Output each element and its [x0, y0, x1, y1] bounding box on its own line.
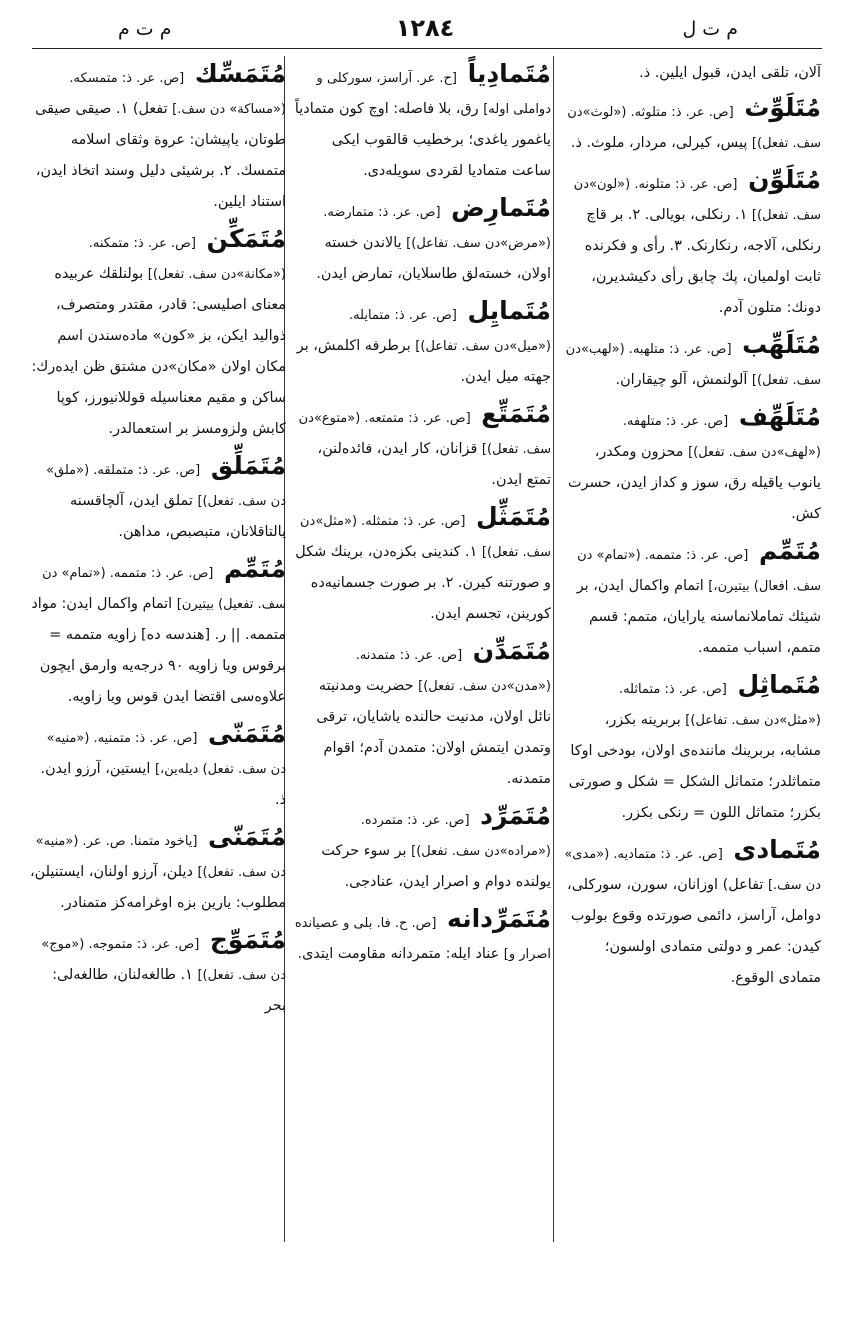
entry-definition: بولنلقك عربیده معنای اصلیسی: قادر، مقتدر ومتصرف، ذوالید ایکن، بز «کون» ماده‌سندن اسم مکان اولان «مکان»دن مشتق ظن ایده‌رك: ساکن و مقیم معناسیله قوللانیورز، کوپا کابش ولزومسز بر استعمالدر. — [31, 266, 286, 437]
page-number: ١٢٨٤ — [395, 14, 455, 42]
entry-grammar: [ص. عر. ذ: متممه. («تمام» دن سف. تفعیل) بیتیرن] — [42, 566, 286, 612]
entry-grammar: [ص. عر. ذ: متلونه. («لون»دن سف. تفعل)] — [573, 177, 821, 223]
column-divider — [553, 56, 554, 1242]
entry-grammar: [ص. عر. ذ: متمرده. («مراده»دن سف. تفعل)] — [360, 813, 551, 859]
entry-headword: مُتَمَلِّق — [210, 451, 286, 480]
entry-definition: حضریت ومدنیته نائل اولان، مدنیت حالنده یاشایان، ترقی وتمدن ایتمش اولان: متمدن آدم؛ اقوام متمدنه. — [316, 678, 551, 787]
entry-headword: مُتَمارِض — [451, 193, 551, 222]
entry-headword: مُتَمَثِّل — [476, 502, 551, 531]
entry-definition: بر سوء حرکت یولنده دوام و اصرار ایدن، عنادجی. — [321, 843, 551, 890]
entry-definition: رق، بلا فاصله: اوچ کون متمادیاً یاغمور یاغدی؛ برخطیب قالقوب ایکی ساعت متمادیا لقردی سویله‌دی. — [294, 101, 551, 179]
dictionary-entry — [28, 553, 286, 716]
entry-headword: مُتَمِّم — [758, 536, 821, 565]
entry-headword: مُتَلَوِّن — [748, 165, 821, 194]
left-guide-letters: م ت م — [118, 18, 172, 40]
entry-definition: ١. رنکلی، بویالی. ٢. بر قاچ رنکلی، آلاجه، رنکارنک. ٣. رأی و فکرنده ثابت اولمیان، پك چابق رأی دکیشدیرن، دونك: متلون آدم. — [584, 207, 821, 316]
entry-definition: عناد ایله: متمردانه مقاومت ایتدی. — [297, 946, 500, 962]
dictionary-entry — [563, 834, 821, 997]
entry-grammar: [ص. عر. ذ: متلهفه. («لهف»دن سف. تفعل)] — [622, 414, 821, 460]
entry-grammar: [یاخود متمنا. ص. عر. («منیه» دن سف. تفعل)] — [35, 834, 286, 880]
entry-definition: ١. طالغه‌لنان، طالغه‌لی: بحر — [52, 967, 286, 1014]
entry-grammar: [ص. عر. ذ: متمادیه. («مدی» دن سف.] — [564, 847, 821, 893]
entry-grammar: [ص. عر. ذ: متمارضه. («مرض»دن سف. تفاعل)] — [323, 205, 551, 251]
entry-headword: مُتَمَسِّك — [194, 59, 286, 88]
right-guide-letters: م ت ل — [682, 18, 738, 40]
entry-headword: مُتَمَرِّد — [480, 801, 551, 830]
entry-definition: بربرینه بکزر، مشابه، بربرینك ماننده‌ی اولان، بودخی اوکا متماثلدر؛ متماثل الشکل = شکل و صورتی بکزر؛ متماثل اللون = رنکی بکزر. — [568, 712, 821, 821]
column-left — [28, 58, 286, 1027]
entry-grammar: [ص. ح. فا. بلی و عصیانده اصرار و] — [294, 916, 551, 962]
entry-definition: ایستین، آرزو ایدن. ذ. — [40, 761, 286, 808]
entry-grammar: [ص. عر. ذ: متموجه. («موج» دن سف. تفعل)] — [41, 937, 286, 983]
entry-grammar: [ص. عر. ذ: متمتعه. («متوع»دن سف. تفعل)] — [298, 411, 551, 457]
entry-grammar: [ص. عر. ذ: متمثله. («مثل»دن سف. تفعل)] — [299, 514, 551, 560]
entry-definition: تفعل) ١. صیقی صیقی طوتان، یاپیشان: عروة وثقای اسلامه متمسك. ٢. برشیئی دلیل وسند اتخاذ ایدن، استناد ایلین. — [35, 101, 286, 210]
entry-definition: یالاندن خسته اولان، خسته‌لق طاسلایان، تمارض ایدن. — [316, 235, 551, 282]
dictionary-entry — [293, 192, 551, 293]
entry-definition: پیس، کیرلی، مردار، ملوث. ذ. — [570, 135, 748, 151]
dictionary-entry — [293, 398, 551, 499]
entry-definition: آلولنمش، آلو چیقاران. — [615, 372, 748, 388]
entry-headword: مُتَمَكِّن — [206, 224, 286, 253]
entry-headword: مُتَمادِیاً — [467, 59, 551, 88]
header-rule — [32, 48, 822, 49]
dictionary-entry — [293, 635, 551, 798]
entry-headword: مُتَلَهِّف — [738, 402, 821, 431]
dictionary-entry — [563, 669, 821, 832]
entry-definition: اتمام واکمال ایدن، بر شیئك تماملانماسنه یارایان، متمم: قسم متمم، اسباب متممه. — [576, 578, 821, 656]
entry-grammar: [ص. عر. ذ: متملقه. («ملق» دن سف. تفعل)] — [46, 463, 286, 509]
entry-grammar: [ص. عر. ذ: متمایله. («میل»دن سف. تفاعل)] — [348, 308, 551, 354]
entry-headword: مُتَمَوِّج — [209, 925, 286, 954]
entry-headword: مُتَلَوِّث — [744, 93, 821, 122]
dictionary-entry — [28, 450, 286, 551]
entry-headword: مُتَمَرِّدانه — [447, 904, 551, 933]
dictionary-entry — [28, 718, 286, 819]
entry-grammar: [ح. عر. آراسز، سورکلی و دواملی اوله‌] — [316, 71, 551, 117]
dictionary-entry — [293, 501, 551, 633]
entry-grammar: [ص. عر. ذ: متلهبه. («لهب»دن سف. تفعل)] — [565, 342, 821, 388]
entry-definition: ١. کندینی بکزه‌دن، برینك شکل و صورتنه کیرن. ٢. بر صورت جسمانیه‌ده کورینن، تجسم ایدن. — [295, 544, 551, 622]
entry-headword: مُتَمَنّی — [208, 822, 286, 851]
entry-definition: برطرفه اکلمش، بر جهته میل ایدن. — [296, 338, 551, 385]
entry-headword: مُتَمادی — [733, 835, 821, 864]
dictionary-entry — [28, 58, 286, 221]
dictionary-entry — [28, 821, 286, 922]
page-header — [0, 14, 850, 50]
entry-grammar: [ص. عر. ذ: متمدنه. («مدن»دن سف. تفعل)] — [355, 648, 551, 694]
entry-definition: محزون ومکدر، یانوب یاقیله رق، سوز و کداز ایدن، حسرت کش. — [568, 444, 821, 522]
entry-headword: مُتَمِّم — [223, 554, 286, 583]
dictionary-entry — [293, 800, 551, 901]
entry-definition: تملق ایدن، آلچاقسنه یالتاقلانان، متبصبص، مداهن. — [70, 493, 286, 540]
entry-grammar: [ص. عر. ذ: متماثله. («مثل»دن سف. تفاعل)] — [618, 682, 821, 728]
entry-grammar: [ص. عر. ذ: متممه. («تمام» دن سف. افعال) بیتیرن،] — [577, 548, 821, 594]
entry-definition: دیلن، آرزو اولنان، ایستنیلن، مطلوب: یارین بزه اوغرامه‌کز متمنادر. — [30, 864, 286, 911]
dictionary-entry — [28, 924, 286, 1025]
column-middle — [293, 58, 551, 975]
dictionary-entry — [293, 295, 551, 396]
entry-headword: مُتَمَتِّع — [481, 399, 551, 428]
entry-grammar: [ص. عر. ذ: متمسکه. («مساکة» دن سف.] — [69, 71, 286, 117]
entry-headword: مُتَمایِل — [467, 296, 551, 325]
entry-grammar: [ص. عر. ذ: متمکنه. («مکانة»دن سف. تفعل)] — [88, 236, 286, 282]
continuation-text: آلان، تلقی ایدن، قبول ایلین. ذ. — [639, 65, 821, 81]
entry-headword: مُتَماثِل — [737, 670, 821, 699]
column-right — [563, 58, 821, 999]
entry-definition: اتمام واکمال ایدن: مواد متممه. || ر. [هندسه ده] زاویه متممه = برقوس ویا زاویه ٩٠ درجه‌یه وارمق ایچون علاوه‌سی اقتضا ایدن قوس ویا زاویه. — [31, 596, 286, 705]
entry-headword: مُتَمَدِّن — [472, 636, 551, 665]
dictionary-entry — [293, 903, 551, 973]
dictionary-entry — [293, 58, 551, 190]
entry-definition: قزانان، کار ایدن، فائده‌لنن، تمتع ایدن. — [317, 441, 551, 488]
dictionary-entry — [563, 92, 821, 162]
entry-grammar: [ص. عر. ذ: متمنیه. («منیه» دن سف. تفعل) دیله‌ین،] — [46, 731, 286, 777]
dictionary-entry — [563, 535, 821, 667]
entry-grammar: [ص. عر. ذ: متلوثه. («لوث»دن سف. تفعل)] — [567, 105, 821, 151]
dictionary-entry — [563, 401, 821, 533]
dictionary-entry — [563, 164, 821, 327]
entry-headword: مُتَمَنّی — [208, 719, 286, 748]
entry-headword: مُتَلَهِّب — [742, 330, 821, 359]
dictionary-entry — [28, 223, 286, 448]
dictionary-entry — [563, 329, 821, 399]
entry-definition: تفاعل) اوزانان، سورن، سورکلی، دوامل، آراسز، دائمی صورتده وقوع بولوب کیدن: عمر و دولتی متمادی اولسون؛ متمادی الوقوع. — [567, 877, 821, 986]
